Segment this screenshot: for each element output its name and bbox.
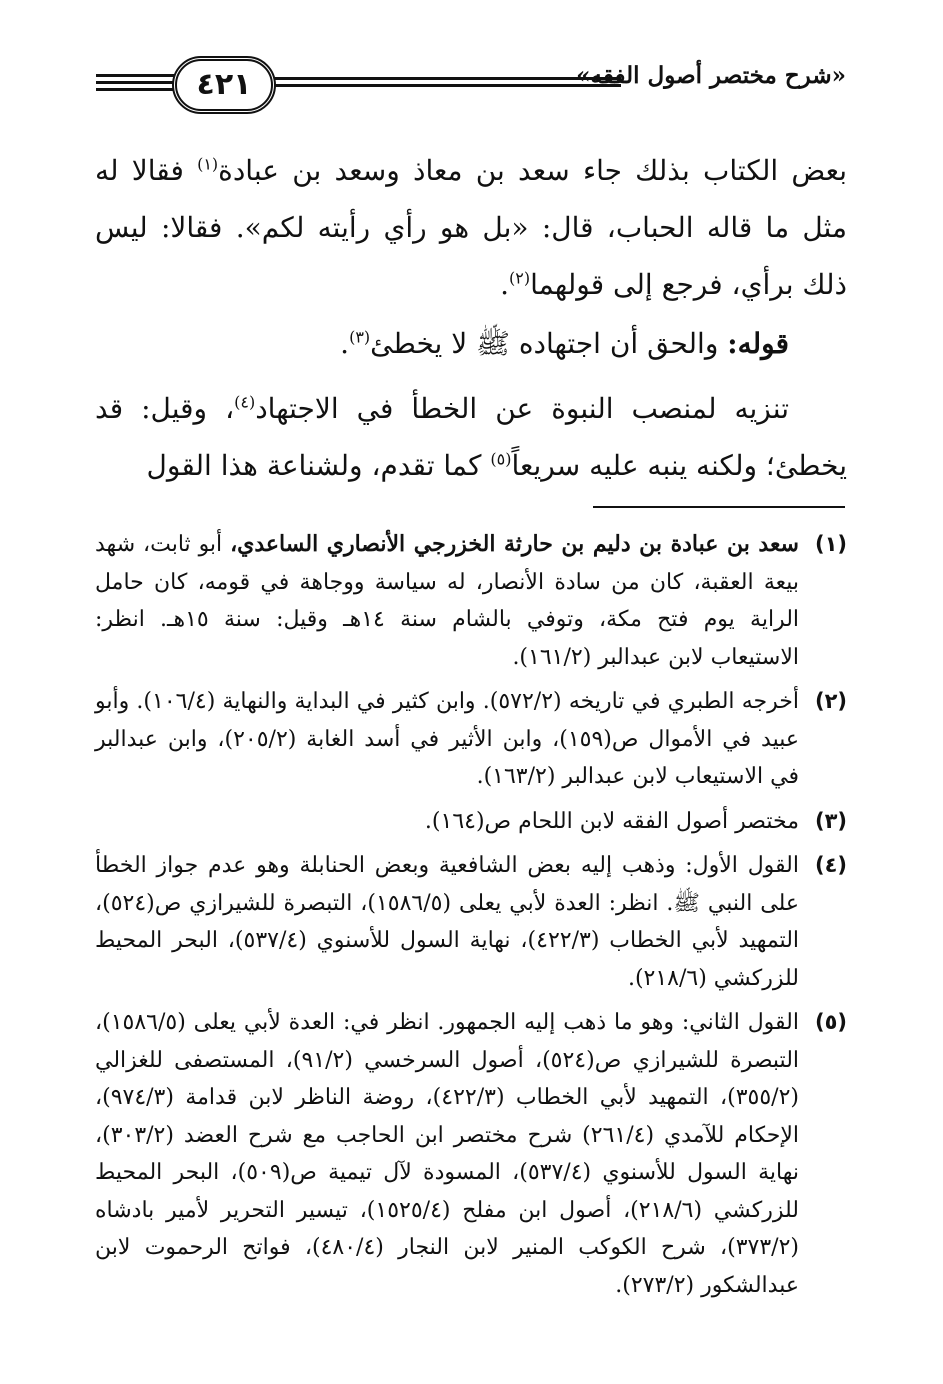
footnote-text <box>95 847 799 997</box>
page-header <box>96 44 846 114</box>
text-run: القول الثاني: وهو ما ذهب إليه الجمهور. انظر في: العدة لأبي يعلى (١٥٨٦/٥)، التبصرة للشيرازي ص(٥٢٤)، أصول السرخسي (٩١/٢)، المستصفى للغزالي (٣٥٥/٢)، التمهيد لأبي الخطاب (٤٢٢/٣)، روضة الناظر لابن قدامة (٩٧٤/٣)، الإحكام للآمدي (٢٦١/٤) شرح مختصر ابن الحاجب مع شرح العضد (٣٠٣/٢)، نهاية السول للأسنوي (٥٣٧/٤)، المسودة لآل تيمية ص(٥٠٩)، البحر المحيط للزركشي (٢١٨/٦)، أصول ابن مفلح (١٥٢٥/٤)، تيسير التحرير لأمير بادشاه (٣٧٣/٢)، شرح الكوكب المنير لابن النجار (٤٨٠/٤)، فواتح الرحموت لابن عبدالشكور (٢٧٣/٢). <box>95 1010 800 1298</box>
text-run: فقالا له مثل ما قاله الحباب، قال: «بل هو رأي رأيته لكم». فقالا: ليس ذلك برأي، فرجع إلى قولهما <box>95 154 847 301</box>
text-run: تنزيه لمنصب النبوة عن الخطأ في الاجتهاد <box>255 392 789 425</box>
footnote-item <box>95 1004 847 1304</box>
running-title: «شرح مختصر أصول الفقه» <box>576 62 846 89</box>
footnote-number: (٢) <box>814 689 847 713</box>
text-run: أبو ثابت، شهد بيعة العقبة، كان من سادة الأنصار، له سياسة ووجاهة في قومه، كان حامل الراية يوم فتح مكة، وتوفي بالشام سنة ١٤هـ وقيل: سنة ١٥هـ. انظر: الاستيعاب لابن عبدالبر (١٦١/٢). <box>95 532 800 670</box>
text-run: أخرجه الطبري في تاريخه (٥٧٢/٢). وابن كثير في البداية والنهاية (١٠٦/٤). وأبو عبيد في الأموال ص(١٥٩)، وابن الأثير في أسد الغابة (٢٠٥/٢)، وابن عبدالبر في الاستيعاب لابن عبدالبر (١٦٣/٢). <box>95 689 800 789</box>
text-run: بعض الكتاب بذلك جاء سعد بن معاذ وسعد بن عبادة <box>218 154 847 187</box>
footnote-item <box>95 803 847 841</box>
footnote-bold-name: سعد بن عبادة بن دليم بن حارثة الخزرجي الأنصاري الساعدي، <box>230 531 799 557</box>
footnote-ref[interactable]: (١) <box>197 154 219 174</box>
header-rule <box>96 81 174 84</box>
footnote-text <box>95 526 799 676</box>
footnote-text <box>95 683 799 796</box>
text-run: ، وقيل: قد يخطئ؛ ولكنه ينبه عليه سريعاً <box>95 392 847 482</box>
footnote-number: (١) <box>814 532 847 556</box>
footnote-ref[interactable]: (٥) <box>490 449 512 469</box>
header-rule <box>96 74 174 77</box>
footnote-item <box>95 683 847 796</box>
text-run: . <box>340 327 350 360</box>
header-rule <box>261 77 621 80</box>
footnote-number: (٤) <box>814 853 847 877</box>
footnote-item <box>95 847 847 997</box>
footnote-number: (٥) <box>814 1010 847 1034</box>
text-run: مختصر أصول الفقه لابن اللحام ص(١٦٤). <box>424 808 799 834</box>
text-run: . <box>500 268 510 301</box>
page-number: ٤٢١ <box>196 67 252 102</box>
footnote-separator <box>593 506 845 508</box>
header-rule <box>96 88 174 91</box>
main-text <box>95 142 847 494</box>
keyword-label: قوله: <box>727 327 789 360</box>
footnote-item <box>95 526 847 676</box>
footnotes <box>95 526 847 1311</box>
header-rule <box>261 84 621 87</box>
text-run: والحق أن اجتهاده ﷺ لا يخطئ <box>370 327 728 360</box>
footnote-ref[interactable]: (٤) <box>234 392 256 412</box>
footnote-ref[interactable]: (٢) <box>509 268 531 288</box>
text-run: القول الأول: وذهب إليه بعض الشافعية وبعض الحنابلة وهو عدم جواز الخطأ على النبي ﷺ. انظر: العدة لأبي يعلى (١٥٨٦/٥)، التبصرة للشيرازي ص(٥٢٤)، التمهيد لأبي الخطاب (٤٢٢/٣)، نهاية السول للأسنوي (٥٣٧/٤)، البحر المحيط للزركشي (٢١٨/٦). <box>95 853 800 991</box>
paragraph <box>95 315 847 372</box>
paragraph <box>95 380 847 494</box>
footnote-text <box>95 1004 799 1304</box>
page-number-badge <box>172 56 276 114</box>
footnote-ref[interactable]: (٣) <box>349 327 371 347</box>
paragraph <box>95 142 847 313</box>
footnote-number: (٣) <box>814 808 847 833</box>
text-run: كما تقدم، ولشناعة هذا القول <box>146 449 491 482</box>
footnote-text <box>95 803 799 841</box>
